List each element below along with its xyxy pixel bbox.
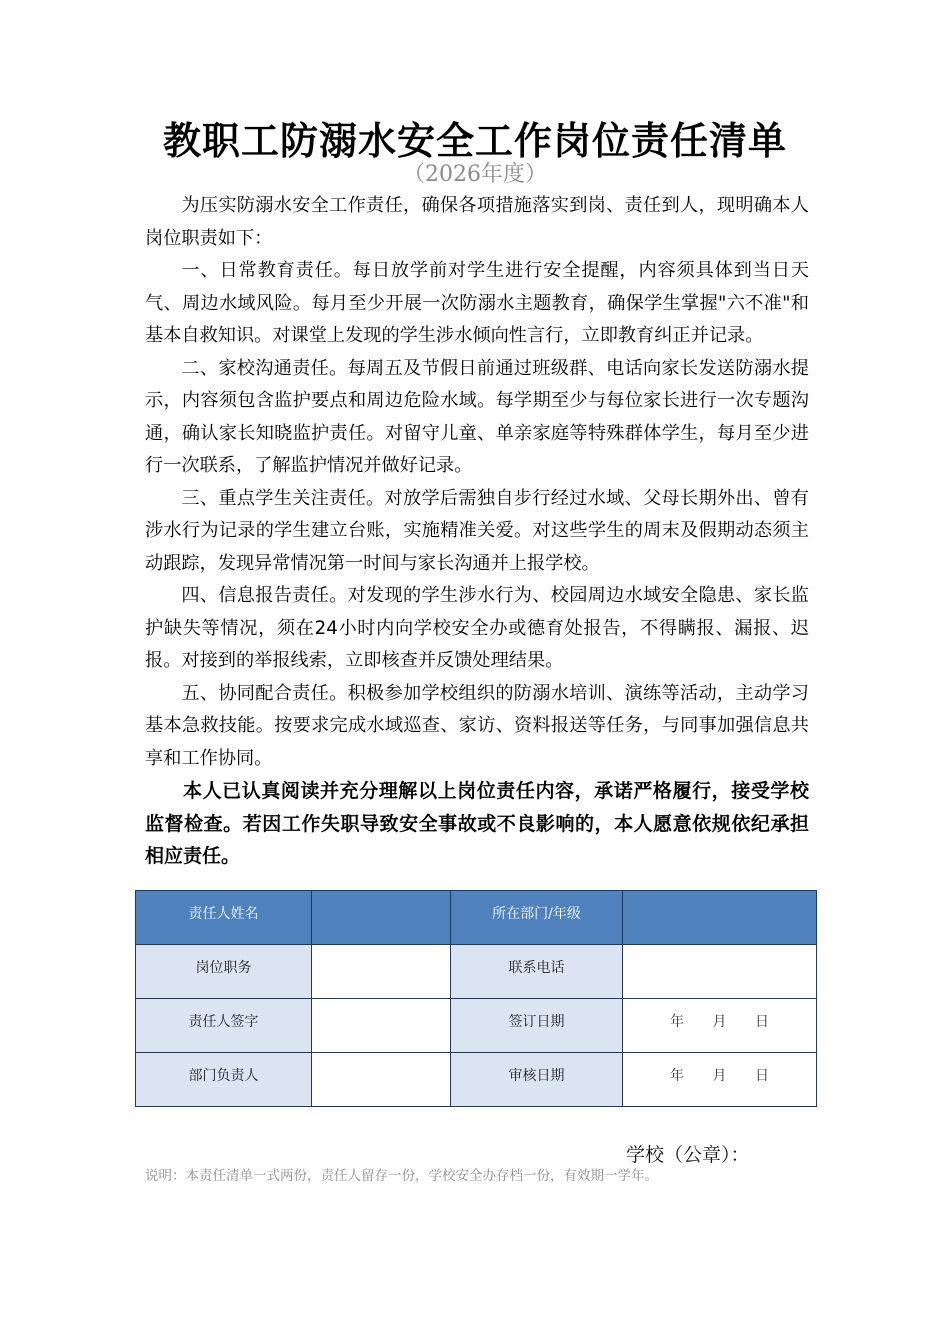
label-cell: 部门负责人 — [136, 1053, 312, 1107]
review-date-cell[interactable]: 年 月 日 — [623, 1053, 817, 1107]
intro-paragraph: 为压实防溺水安全工作责任，确保各项措施落实到岗、责任到人，现明确本人岗位职责如下： — [145, 195, 809, 249]
section-paragraph: 四、信息报告责任。对发现的学生涉水行为、校园周边水域安全隐患、家长监护缺失等情况，须在24小时内向学校安全办或德育处报告，不得瞒报、漏报、迟报。对接到的举报线索，立即核查并反馈处理结果。 — [145, 585, 809, 671]
document-body — [145, 190, 809, 873]
table-row — [136, 999, 817, 1053]
label-cell: 责任人姓名 — [136, 891, 312, 945]
label-cell: 所在部门/年级 — [451, 891, 623, 945]
section-paragraph: 一、日常教育责任。每日放学前对学生进行安全提醒，内容须具体到当日天气、周边水域风险。每月至少开展一次防溺水主题教育，确保学生掌握"六不准"和基本自救知识。对课堂上发现的学生涉水倾向性言行，立即教育纠正并记录。 — [145, 260, 809, 346]
label-cell: 联系电话 — [451, 945, 623, 999]
label-cell: 审核日期 — [451, 1053, 623, 1107]
section-paragraph: 三、重点学生关注责任。对放学后需独自步行经过水域、父母长期外出、曾有涉水行为记录的学生建立台账，实施精准关爱。对这些学生的周末及假期动态须主动跟踪，发现异常情况第一时间与家长沟通并上报学校。 — [145, 487, 809, 574]
department-input-cell[interactable] — [623, 891, 817, 945]
section-paragraph: 五、协同配合责任。积极参加学校组织的防溺水培训、演练等活动，主动学习基本急救技能。按要求完成水域巡查、家访、资料报送等任务，与同事加强信息共享和工作协同。 — [145, 682, 809, 769]
phone-input-cell[interactable] — [623, 945, 817, 999]
department-head-input-cell[interactable] — [312, 1053, 451, 1107]
table-row — [136, 891, 817, 945]
footer-note: 说明：本责任清单一式两份，责任人留存一份，学校安全办存档一份，有效期一学年。 — [145, 1168, 658, 1184]
pledge-paragraph: 本人已认真阅读并充分理解以上岗位责任内容，承诺严格履行，接受学校监督检查。若因工作失职导致安全事故或不良影响的，本人愿意依规依纪承担相应责任。 — [145, 780, 809, 867]
table-row — [136, 945, 817, 999]
document-title: 教职工防溺水安全工作岗位责任清单 — [162, 119, 787, 163]
label-cell: 责任人签字 — [136, 999, 312, 1053]
signature-input-cell[interactable] — [312, 999, 451, 1053]
document-subtitle: （2026年度） — [403, 162, 547, 187]
position-input-cell[interactable] — [312, 945, 451, 999]
label-cell: 签订日期 — [451, 999, 623, 1053]
responsibility-info-table — [135, 890, 817, 1107]
label-cell: 岗位职务 — [136, 945, 312, 999]
table-row — [136, 1053, 817, 1107]
sign-date-cell[interactable]: 年 月 日 — [623, 999, 817, 1053]
section-paragraph: 二、家校沟通责任。每周五及节假日前通过班级群、电话向家长发送防溺水提示，内容须包含监护要点和周边危险水域。每学期至少与每位家长进行一次专题沟通，确认家长知晓监护责任。对留守儿童、单亲家庭等特殊群体学生，每月至少进行一次联系，了解监护情况并做好记录。 — [145, 357, 809, 476]
name-input-cell[interactable] — [312, 891, 451, 945]
school-stamp-label: 学校（公章）： — [626, 1144, 750, 1166]
